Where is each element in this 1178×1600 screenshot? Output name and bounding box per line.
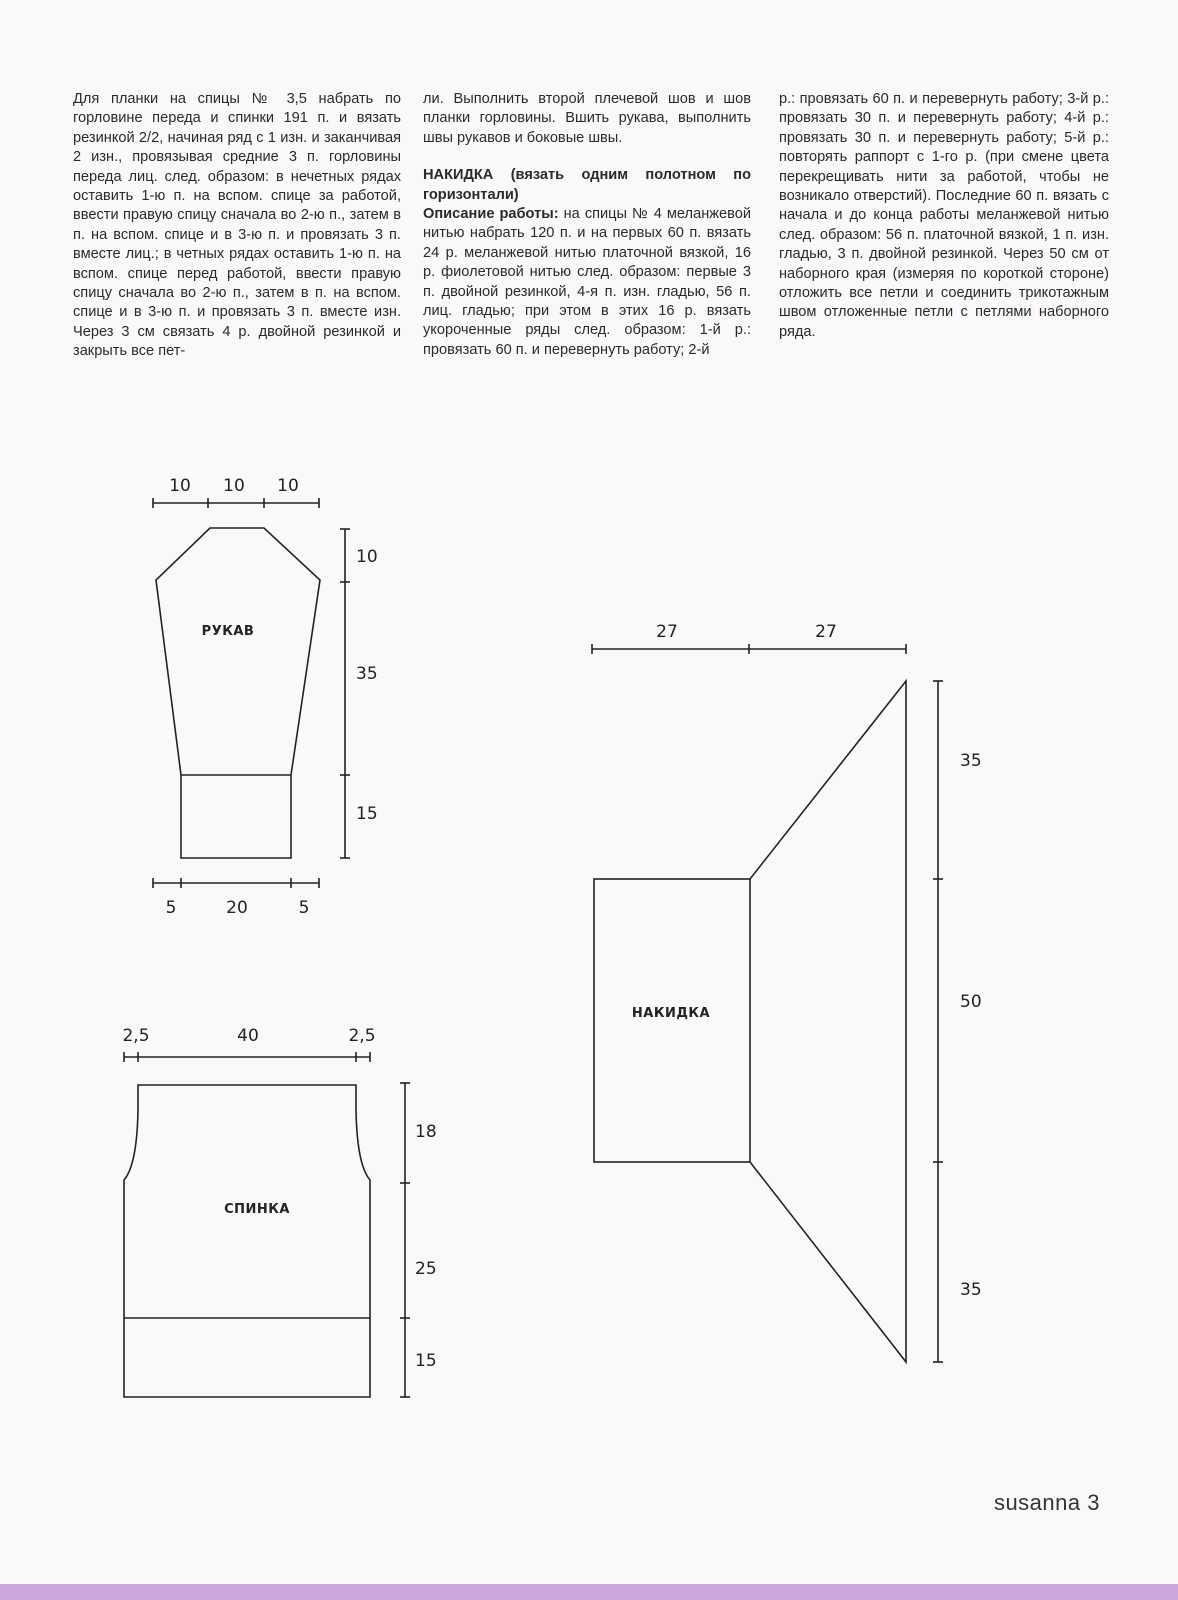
sleeve-top-dim-1: 10 xyxy=(169,476,191,496)
bottom-color-bar xyxy=(0,1584,1178,1600)
back-top-dim-2: 40 xyxy=(237,1026,259,1046)
intro-paragraph-part1: Для планки на спицы № 3,5 набрать по горловине переда и спинки 191 п. и вязать резинкой 2/2, начиная ряд с 1 изн. и заканчивая 2 изн., провязывая средние 3 п. горловины переда лиц. след. образом: в нечетных рядах оставить 1-ю п. на вспом. спице за работой, ввести правую спицу сначала во 2-ю п., затем в п. на вспом. спице и в 3-ю п. и провязать 3 п. вместе лиц.; в четных рядах оставить 1-ю п. на вспом. спице перед работой, ввести правую спицу сначала во 2-ю п., затем в п. на вспом. спице и в 3-ю п. и провязать 3 п. вместе изн. Через 3 см связать 4 р. двойной резинкой и закрыть все пет- xyxy=(73,91,401,360)
cape-heading: НАКИДКА (вязать одним полотном по горизонтали) xyxy=(423,167,751,203)
cape-trapezoid xyxy=(750,681,906,1362)
sleeve-top-dim-3: 10 xyxy=(277,476,299,496)
cape-side-dim-3: 35 xyxy=(960,1280,982,1300)
back-label: СПИНКА xyxy=(224,1202,290,1217)
sleeve-side-dim-2: 35 xyxy=(356,664,378,684)
cape-label: НАКИДКА xyxy=(631,1006,711,1021)
back-top-dim-3: 2,5 xyxy=(348,1026,376,1046)
cape-side-dim-2: 50 xyxy=(960,992,982,1012)
cape-top-dim-2: 27 xyxy=(815,622,837,642)
sleeve-top-dim-2: 10 xyxy=(223,476,245,496)
sleeve-bottom-dim-1: 5 xyxy=(165,898,177,918)
back-side-dim-2: 25 xyxy=(415,1259,437,1279)
brand-name: susanna xyxy=(993,1490,1081,1515)
sleeve-shape xyxy=(156,528,320,858)
cape-description: Описание работы: на спицы № 4 меланжевой нитью набрать 120 п. и на первых 60 п. вязать 24 р. меланжевой нитью платочной вязкой, 16 р. фиолетовой нитью след. образом: первые 3 п. двойной резинкой, 4-я п. изн. гладью, 56 п. лиц. гладью; при этом в этих 16 р. вязать укороченные ряды след. образом: 1-й р.: провязать 60 п. и перевернуть работу; 2-й xyxy=(423,206,751,358)
cape-description-cont: р.: провязать 60 п. и перевернуть работу; 3-й р.: провязать 30 п. и перевернуть работу; 4-й р.: провязать 30 п. и перевернуть работу; 5-й р.: повторять раппорт с 1-го р. (при смене цвета перекрещивать нити за работой, чтобы не возникало отверстий). Последние 60 п. вязать с начала и до конца работы меланжевой нитью след. образом: 56 п. платочной вязкой, 1 п. изн. гладью, 3 п. двойной резинкой. Через 50 см от наборного края (измеряя по короткой стороне) отложить все петли и соединить трикотажным швом отложенные петли с петлями наборного ряда. xyxy=(779,91,1109,340)
description-label: Описание работы: xyxy=(423,206,559,223)
intro-paragraph-part2: ли. Выполнить второй плечевой шов и шов планки горловины. Вшить рукава, выполнить швы рукавов и боковые швы. xyxy=(423,91,751,146)
footer-brand xyxy=(994,1490,1100,1516)
page-number: 3 xyxy=(1087,1490,1100,1515)
cape-side-dim-1: 35 xyxy=(960,751,982,771)
sleeve-label: РУКАВ xyxy=(201,624,255,639)
sleeve-bottom-dim-3: 5 xyxy=(298,898,310,918)
sleeve-bottom-dim-2: 20 xyxy=(226,898,248,918)
sleeve-side-dim-3: 15 xyxy=(356,804,378,824)
back-top-dim-1: 2,5 xyxy=(122,1026,150,1046)
back-side-dim-1: 18 xyxy=(415,1122,437,1142)
cape-top-dim-1: 27 xyxy=(656,622,678,642)
sleeve-side-dim-1: 10 xyxy=(356,547,378,567)
back-shape xyxy=(124,1085,370,1397)
back-side-dim-3: 15 xyxy=(415,1351,437,1371)
